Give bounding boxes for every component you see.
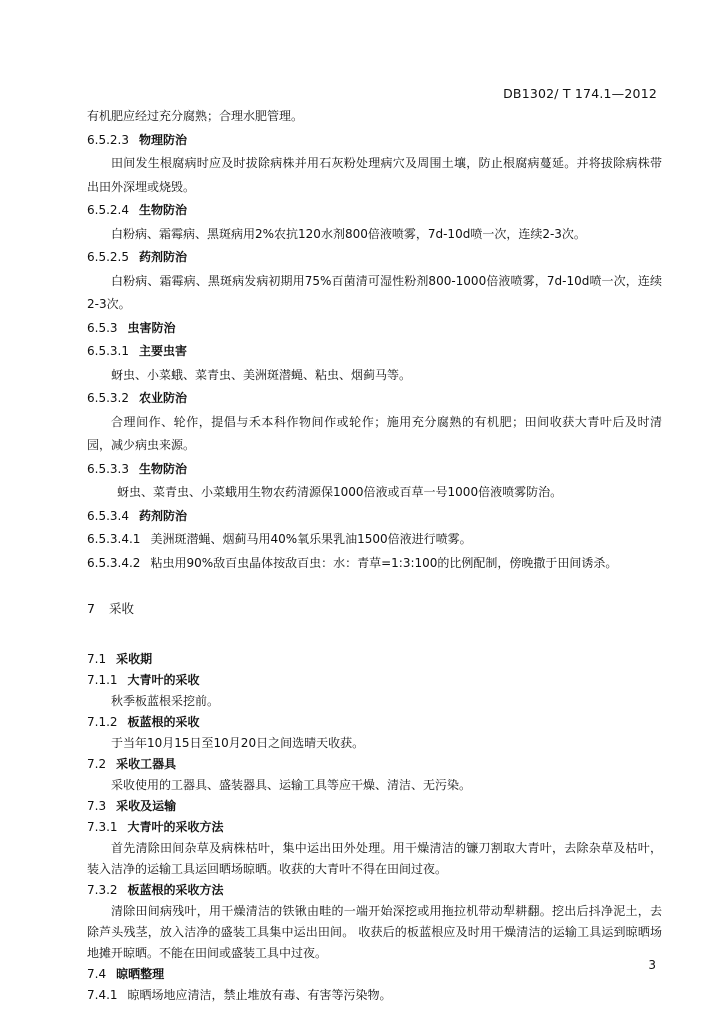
clause-text: 美洲斑潜蝇、烟蓟马用40%氧乐果乳油1500倍液进行喷雾。 xyxy=(150,532,472,546)
clause-paragraph: 合理间作、轮作，提倡与禾本科作物间作或轮作；施用充分腐熟的有机肥；田间收获大青叶后及时清园，减少病虫来源。 xyxy=(87,414,662,452)
clause-number: 7.1 xyxy=(87,651,107,666)
clause-paragraph: 蚜虫、小菜蛾、菜青虫、美洲斑潜蝇、粘虫、烟蓟马等。 xyxy=(111,367,412,382)
document-code-header: DB1302/ T 174.1—2012 xyxy=(503,86,657,101)
clause-paragraph: 白粉病、霜霉病、黑斑病用2%农抗120水剂800倍液喷雾，7d-10d喷一次，连续2-3次。 xyxy=(111,226,586,241)
clause-title: 采收期 xyxy=(116,651,153,666)
clause-number: 7.3.2 xyxy=(87,882,118,897)
chapter-heading-7 xyxy=(87,597,662,621)
clause-heading-7-3 xyxy=(87,796,662,817)
clause-number: 7.2 xyxy=(87,756,107,771)
clause-number: 7.4.1 xyxy=(87,987,118,1002)
clause-paragraph: 清除田间病残叶，用干燥清洁的铁锹由畦的一端开始深挖或用拖拉机带动犁耕翻。挖出后抖净泥土，去除芦头残茎，放入洁净的盛装工具集中运出田间。 收获后的板蓝根应及时用干燥清洁的运输工具运到晾晒场地摊开晾晒。不能在田间或盛装工具中过夜。 xyxy=(87,903,662,960)
clause-title: 板蓝根的采收 xyxy=(127,714,200,729)
clause-number: 6.5.3.3 xyxy=(87,461,129,476)
clause-heading-6-5-3-4 xyxy=(87,505,662,529)
clause-paragraph: 首先清除田间杂草及病株枯叶，集中运出田外处理。用干燥清洁的镰刀割取大青叶，去除杂草及枯叶，装入洁净的运输工具运回晒场晾晒。收获的大青叶不得在田间过夜。 xyxy=(87,840,662,876)
clause-title: 农业防治 xyxy=(138,391,187,405)
clause-text: 粘虫用90%敌百虫晶体按敌百虫：水：青草=1:3:100的比例配制，傍晚撒于田间诱杀。 xyxy=(150,555,618,570)
clause-paragraph: 田间发生根腐病时应及时拔除病株并用石灰粉处理病穴及周围土壤，防止根腐病蔓延。并将拔除病株带出田外深埋或烧毁。 xyxy=(87,156,662,194)
clause-heading-6-5-2-5 xyxy=(87,246,662,270)
clause-paragraph: 采收使用的工器具、盛装器具、运输工具等应干燥、清洁、无污染。 xyxy=(111,777,472,792)
clause-text: 晾晒场地应清洁，禁止堆放有毒、有害等污染物。 xyxy=(127,987,392,1002)
clause-number: 6.5.3.4 xyxy=(87,508,129,523)
clause-number: 6.5.2.5 xyxy=(87,250,129,264)
clause-number: 6.5.3.1 xyxy=(87,344,129,358)
clause-title: 生物防治 xyxy=(138,203,187,217)
clause-title: 虫害防治 xyxy=(127,320,176,335)
section-7-body xyxy=(87,649,662,1006)
clause-heading-7-3-1 xyxy=(87,817,662,838)
clause-heading-6-5-3 xyxy=(87,317,662,341)
paragraph-continuation: 有机肥应经过充分腐熟；合理水肥管理。 xyxy=(87,109,304,123)
clause-title: 药剂防治 xyxy=(138,508,187,523)
clause-number: 6.5.3.2 xyxy=(87,391,129,405)
clause-number: 6.5.3.4.2 xyxy=(87,555,141,570)
clause-paragraph: 于当年10月15日至10月20日之间选晴天收获。 xyxy=(111,735,365,750)
chapter-title: 采收 xyxy=(108,601,134,616)
clause-number: 7.3 xyxy=(87,798,107,813)
clause-number: 6.5.2.4 xyxy=(87,203,129,217)
clause-heading-7-3-2 xyxy=(87,880,662,901)
clause-heading-7-1 xyxy=(87,649,662,670)
clause-title: 物理防治 xyxy=(138,132,187,147)
clause-paragraph: 秋季板蓝根采挖前。 xyxy=(111,693,220,708)
clause-title: 药剂防治 xyxy=(138,250,187,264)
clause-title: 生物防治 xyxy=(138,461,187,476)
clause-heading-7-2 xyxy=(87,754,662,775)
clause-heading-7-4 xyxy=(87,964,662,985)
clause-number: 6.5.3 xyxy=(87,320,118,335)
clause-title: 大青叶的采收方法 xyxy=(127,819,224,834)
clause-number: 7.1.2 xyxy=(87,714,118,729)
clause-title: 主要虫害 xyxy=(138,344,187,358)
clause-title: 板蓝根的采收方法 xyxy=(127,882,224,897)
clause-heading-6-5-3-1 xyxy=(87,340,662,364)
clause-heading-7-1-2 xyxy=(87,712,662,733)
clause-number: 7.4 xyxy=(87,966,107,981)
page-number: 3 xyxy=(648,958,656,972)
clause-title: 大青叶的采收 xyxy=(127,672,200,687)
clause-line-6-5-3-4-1 xyxy=(87,528,662,552)
clause-number: 7.3.1 xyxy=(87,819,118,834)
clause-line-6-5-3-4-2 xyxy=(87,552,662,576)
clause-title: 采收及运输 xyxy=(116,798,177,813)
chapter-number: 7 xyxy=(87,601,95,616)
clause-paragraph: 白粉病、霜霉病、黑斑病发病初期用75%百菌清可湿性粉剂800-1000倍液喷雾，7d-10d喷一次，连续2-3次。 xyxy=(87,273,662,311)
clause-title: 采收工器具 xyxy=(116,756,177,771)
clause-title: 晾晒整理 xyxy=(116,966,165,981)
document-body xyxy=(87,105,662,1006)
clause-paragraph: 蚜虫、菜青虫、小菜蛾用生物农药清源保1000倍液或百草一号1000倍液喷雾防治。 xyxy=(117,485,563,499)
clause-number: 7.1.1 xyxy=(87,672,118,687)
clause-number: 6.5.2.3 xyxy=(87,132,129,147)
clause-heading-7-1-1 xyxy=(87,670,662,691)
clause-line-7-4-1 xyxy=(87,985,662,1006)
clause-heading-6-5-2-3 xyxy=(87,129,662,153)
clause-heading-6-5-3-2 xyxy=(87,387,662,411)
clause-heading-6-5-3-3 xyxy=(87,458,662,482)
clause-number: 6.5.3.4.1 xyxy=(87,532,141,546)
clause-heading-6-5-2-4 xyxy=(87,199,662,223)
